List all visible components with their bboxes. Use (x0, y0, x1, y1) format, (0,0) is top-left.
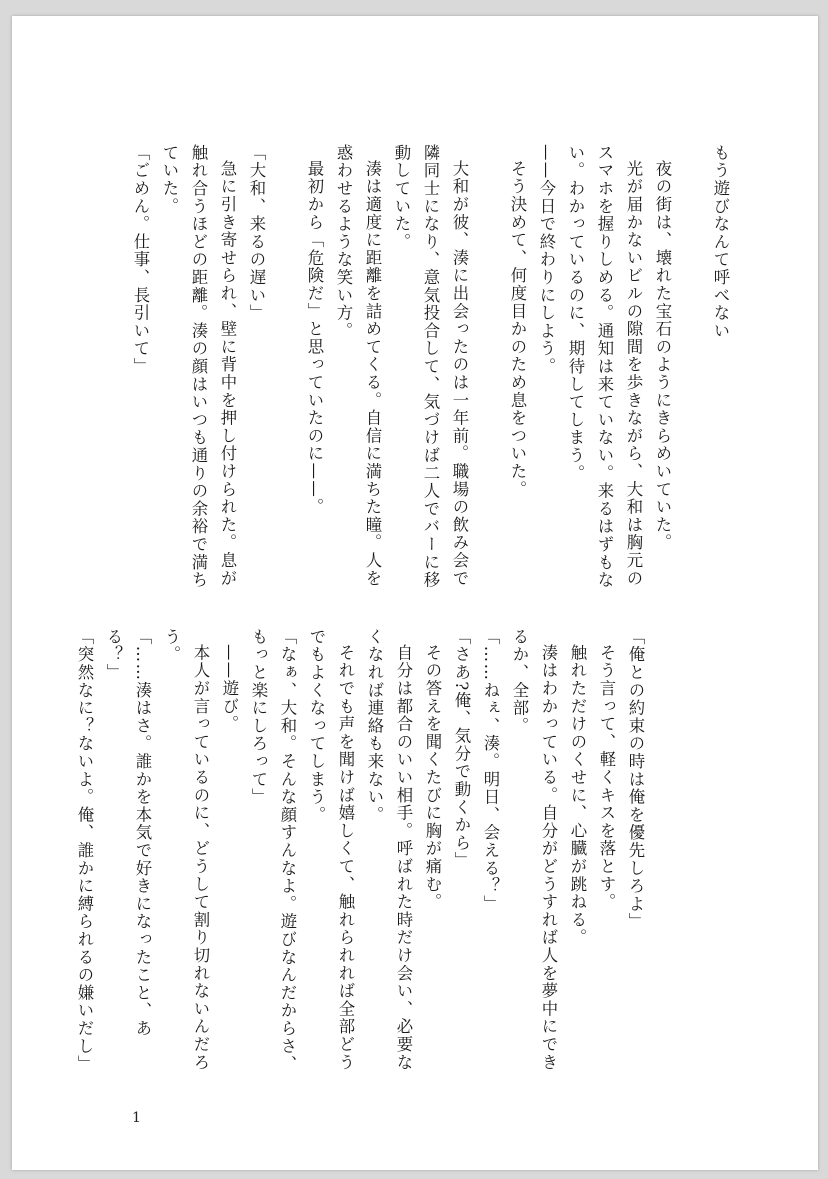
paragraph: 湊はわかっている。自分がどうすれば人を夢中にできるか、全部。 (510, 628, 558, 1072)
paragraph: その答えを聞くたびに胸が痛む。 (423, 644, 442, 912)
paragraph: 光が届かないビルの隙間を歩きながら、大和は胸元のスマホを握りしめる。通知は来ていない。来るはずもない。わかっているのに、期待してしまう。 (566, 144, 643, 589)
paragraph: 夜の街は、壊れた宝石のようにきらめいていた。 (653, 160, 672, 552)
dialogue: 「俺との約束の時は俺を優先しろよ」 (626, 628, 645, 931)
paragraph: 触れただけのくせに、心臓が跳ねる。 (568, 644, 587, 947)
paragraph: 大和が彼、湊に出会ったのは一年前。職場の飲み会で隣同士になり、意気投合して、気づけば二人でバーに移動していた。 (392, 144, 469, 589)
paragraph: ——今日で終わりにしよう。 (537, 144, 556, 376)
dialogue: 「大和、来るの遅い」 (247, 144, 266, 322)
story-title: もう遊びなんて呼べない (711, 144, 730, 340)
page-number: 1 (132, 1110, 141, 1126)
dialogue: 「突然なに？ないよ。俺、誰かに縛られるの嫌いだし」 (75, 628, 94, 1073)
paragraph: 湊は適度に距離を詰めてくる。自信に満ちた瞳。人を惑わせるような笑い方。 (334, 144, 382, 588)
dialogue: 「……ねぇ、湊。明日、会える？」 (481, 628, 500, 913)
paragraph: それでも声を聞けば嬉しくて、触れられれば全部どうでもよくなってしまう。 (307, 628, 355, 1072)
paragraph: 自分は都合のいい相手。呼ばれた時だけ会い、必要なくなれば連絡も来ない。 (365, 628, 413, 1072)
document-page (12, 16, 818, 1170)
paragraph: そう言って、軽くキスを落とす。 (597, 644, 616, 912)
dialogue: 「なぁ、大和。そんな顔すんなよ。遊びなんだからさ、もっと楽にしろって」 (249, 628, 297, 1073)
paragraph: 急に引き寄せられ、壁に背中を押し付けられた。息が触れ合うほどの距離。湊の顔はいつも通りの余裕で満ちていた。 (160, 144, 237, 589)
dialogue: 「さあ?俺、気分で動くから」 (452, 628, 471, 870)
upper-text-block (126, 144, 735, 594)
dialogue: 「ごめん。仕事、長引いて」 (131, 144, 150, 376)
dialogue: 「……湊はさ。誰かを本気で好きになったこと、ある？」 (104, 628, 152, 1038)
paragraph: ——遊び。 (220, 644, 239, 734)
paragraph: 最初から「危険だ」と思っていたのに——。 (305, 160, 324, 517)
lower-text-block (70, 628, 650, 1078)
paragraph: 本人が言っているのに、どうして割り切れないんだろう。 (162, 628, 210, 1072)
paragraph: そう決めて、何度目かのため息をついた。 (508, 160, 527, 499)
